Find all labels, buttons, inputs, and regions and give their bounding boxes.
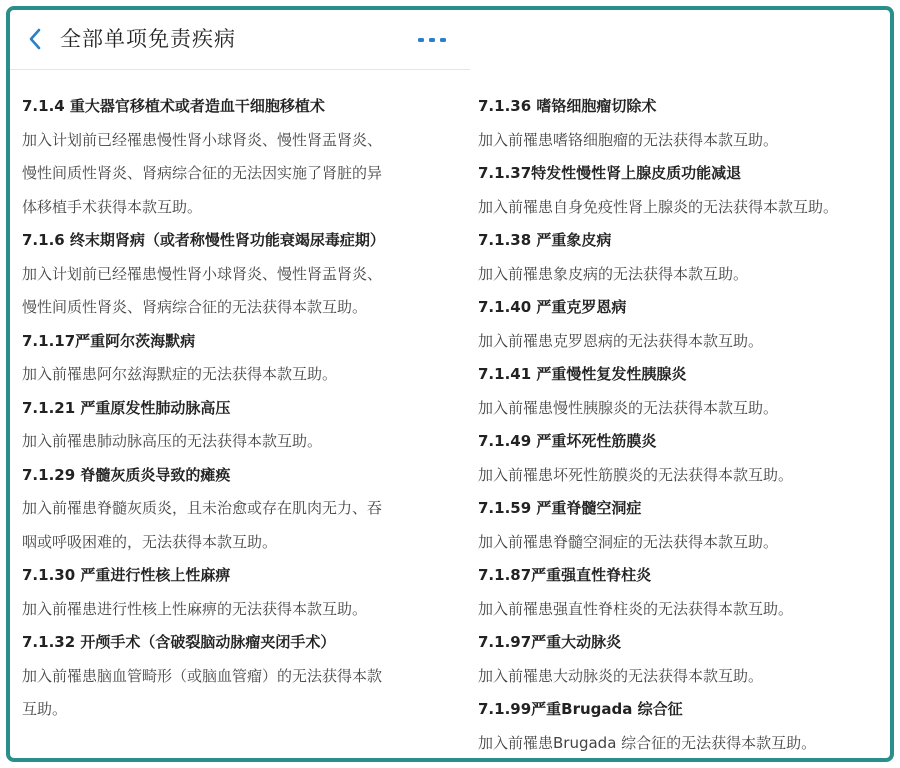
disease-title: 7.1.29 脊髓灰质炎导致的瘫痪 <box>22 465 231 484</box>
exclusion-description-line: 加入前罹患自身免疫性肾上腺炎的无法获得本款互助。 <box>478 197 839 216</box>
exclusion-description-line: 加入前罹患克罗恩病的无法获得本款互助。 <box>478 331 764 350</box>
exclusion-description-line: 加入前罹患肺动脉高压的无法获得本款互助。 <box>22 432 323 450</box>
exclusion-description-line: 加入前罹患强直性脊柱炎的无法获得本款互助。 <box>478 599 794 618</box>
right-column <box>478 90 890 760</box>
chevron-left-icon <box>27 27 43 51</box>
exclusion-description-line: 互助。 <box>22 700 68 718</box>
disease-item <box>478 90 890 157</box>
disease-title: 7.1.59 严重脊髓空洞症 <box>478 499 642 517</box>
disease-title: 7.1.87严重强直性脊柱炎 <box>478 566 652 584</box>
exclusion-description-line: 加入前罹患大动脉炎的无法获得本款互助。 <box>478 666 764 685</box>
disease-item <box>478 559 890 626</box>
disease-title: 7.1.4 重大器官移植术或者造血干细胞移植术 <box>22 97 325 115</box>
exclusion-description-line: 加入前罹患进行性核上性麻痹的无法获得本款互助。 <box>22 599 368 618</box>
disease-item <box>22 459 462 560</box>
disease-title: 7.1.97严重大动脉炎 <box>478 633 622 651</box>
exclusion-description-line: 加入前罹患坏死性筋膜炎的无法获得本款互助。 <box>478 465 794 484</box>
exclusion-description-line: 咽或呼吸困难的，无法获得本款互助。 <box>22 532 278 551</box>
disease-item <box>478 358 890 425</box>
disease-title: 7.1.99严重Brugada 综合征 <box>478 700 683 718</box>
disease-title: 7.1.40 严重克罗恩病 <box>478 298 627 316</box>
exclusion-description-line: 加入前罹患脑血管畸形（或脑血管瘤）的无法获得本款 <box>22 666 383 685</box>
left-column <box>22 90 462 727</box>
disease-item <box>478 224 890 291</box>
disease-title: 7.1.17严重阿尔茨海默病 <box>22 331 196 350</box>
app-header <box>10 10 470 70</box>
disease-item <box>478 425 890 492</box>
disease-title: 7.1.21 严重原发性肺动脉高压 <box>22 398 231 417</box>
exclusion-description-line: 加入计划前已经罹患慢性肾小球肾炎、慢性肾盂肾炎、 <box>22 130 383 149</box>
exclusion-description-line: 加入前罹患脊髓灰质炎，且未治愈或存在肌肉无力、吞 <box>22 499 383 517</box>
disease-title: 7.1.37特发性慢性肾上腺皮质功能减退 <box>478 164 742 182</box>
screenshot-frame <box>6 6 894 762</box>
disease-title: 7.1.41 严重慢性复发性胰腺炎 <box>478 365 687 383</box>
more-button[interactable] <box>414 28 450 52</box>
disease-item <box>478 626 890 693</box>
disease-item <box>22 626 462 727</box>
disease-item <box>22 90 462 224</box>
exclusion-description-line: 加入计划前已经罹患慢性肾小球肾炎、慢性肾盂肾炎、 <box>22 264 383 283</box>
disease-item <box>22 325 462 392</box>
disease-item <box>478 157 890 224</box>
exclusion-description-line: 加入前罹患脊髓空洞症的无法获得本款互助。 <box>478 532 779 551</box>
exclusion-description-line: 慢性间质性肾炎、肾病综合征的无法因实施了肾脏的异 <box>22 164 383 182</box>
disease-title: 7.1.36 嗜铬细胞瘤切除术 <box>478 97 657 115</box>
disease-title: 7.1.32 开颅手术（含破裂脑动脉瘤夹闭手术） <box>22 633 336 651</box>
page-title: 全部单项免责疾病 <box>60 27 236 51</box>
disease-title: 7.1.38 严重象皮病 <box>478 231 612 249</box>
disease-title: 7.1.6 终末期肾病（或者称慢性肾功能衰竭尿毒症期） <box>22 231 385 249</box>
exclusion-description-line: 体移植手术获得本款互助。 <box>22 197 203 216</box>
disease-title: 7.1.30 严重进行性核上性麻痹 <box>22 566 231 584</box>
disease-item <box>22 224 462 325</box>
disease-title: 7.1.49 严重坏死性筋膜炎 <box>478 432 657 450</box>
disease-item <box>478 492 890 559</box>
ellipsis-icon <box>417 36 447 44</box>
disease-item <box>478 291 890 358</box>
exclusion-description-line: 加入前罹患象皮病的无法获得本款互助。 <box>478 264 749 283</box>
back-button[interactable] <box>20 22 50 56</box>
disease-item <box>478 693 890 760</box>
disease-item <box>22 559 462 626</box>
disease-item <box>22 392 462 459</box>
exclusion-description-line: 加入前罹患慢性胰腺炎的无法获得本款互助。 <box>478 398 779 417</box>
exclusion-description-line: 加入前罹患阿尔兹海默症的无法获得本款互助。 <box>22 365 338 383</box>
exclusion-description-line: 加入前罹患Brugada 综合征的无法获得本款互助。 <box>478 733 817 752</box>
exclusion-description-line: 加入前罹患嗜铬细胞瘤的无法获得本款互助。 <box>478 130 779 149</box>
exclusion-description-line: 慢性间质性肾炎、肾病综合征的无法获得本款互助。 <box>22 298 368 316</box>
